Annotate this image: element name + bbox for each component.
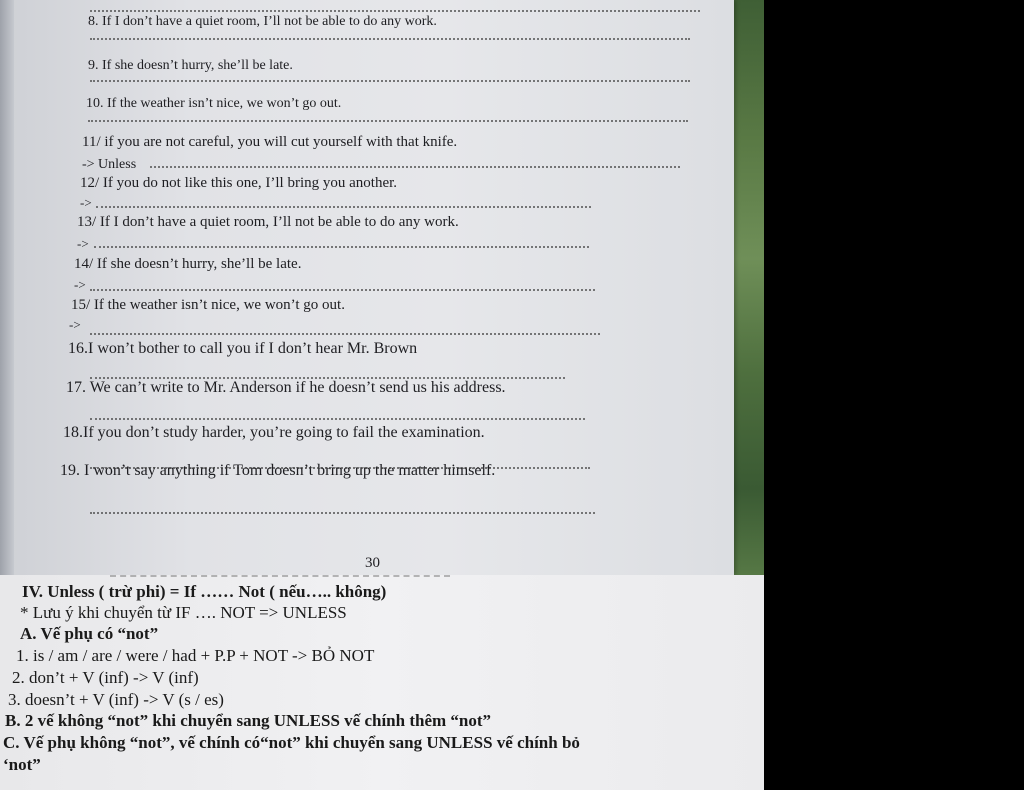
note-line-9: ‘not” [3,755,41,774]
answer-line [150,166,680,168]
exercise-line-15: 17. We can’t write to Mr. Anderson if he doesn’t send us his address. [66,379,506,396]
exercise-line-2: 9. If she doesn’t hurry, she’ll be late. [88,58,293,73]
exercise-line-6: 12/ If you do not like this one, I’ll bring you another. [80,175,398,191]
answer-line [90,10,700,12]
exercise-line-8: 13/ If I don’t have a quiet room, I’ll not be able to do any work. [77,214,459,230]
exercise-line-14: 16.I won’t bother to call you if I don’t hear Mr. Brown [68,340,418,357]
answer-line [96,206,591,208]
worksheet-paper [10,0,734,575]
page-number: 30 [365,555,380,571]
note-line-4: 1. is / am / are / were / had + P.P + NOT -> BỎ NOT [16,646,375,665]
exercise-line-16: 18.If you don’t study harder, you’re going to fail the examination. [63,424,485,441]
answer-line [90,289,595,291]
exercise-line-12: 15/ If the weather isn’t nice, we won’t go out. [71,297,345,313]
answer-line [94,246,589,248]
note-line-7: B. 2 vế không “not” khi chuyển sang UNLESS vế chính thêm “not” [5,711,492,730]
note-line-3: A. Vế phụ có “not” [20,624,159,643]
exercise-line-5: -> Unless [82,157,137,172]
exercise-line-7: -> [80,195,92,210]
note-line-5: 2. don’t + V (inf) -> V (inf) [12,668,199,687]
exercise-line-11: -> [74,277,86,292]
exercise-line-3: 10. If the weather isn’t nice, we won’t go out. [86,96,342,111]
exercise-line-17: 19. I won’t say anything if Tom doesn’t bring up the matter himself. [60,462,496,479]
note-line-1: IV. Unless ( trừ phi) = If …… Not ( nếu….. không) [22,582,387,601]
note-line-8: C. Vế phụ không “not”, vế chính có“not” khi chuyển sang UNLESS vế chính bỏ [3,733,580,752]
page-fold-shadow [0,0,14,575]
grammar-notes-photo [0,575,764,790]
answer-line [88,120,688,122]
answer-line [90,80,690,82]
answer-line [90,418,585,420]
note-line-2: * Lưu ý khi chuyển từ IF …. NOT => UNLESS [20,603,347,622]
answer-line [90,512,595,514]
scribble-mark [110,575,450,577]
exercise-line-13: -> [69,317,81,332]
exercise-line-10: 14/ If she doesn’t hurry, she’ll be late. [74,256,302,272]
exercise-line-1: 8. If I don’t have a quiet room, I’ll not be able to do any work. [88,14,437,29]
answer-line [90,377,565,379]
answer-line [90,467,590,469]
answer-line [90,333,600,335]
answer-line [90,38,690,40]
exercise-line-9: -> [77,236,89,251]
exercise-line-4: 11/ if you are not careful, you will cut yourself with that knife. [82,134,458,150]
note-line-6: 3. doesn’t + V (inf) -> V (s / es) [8,690,224,709]
